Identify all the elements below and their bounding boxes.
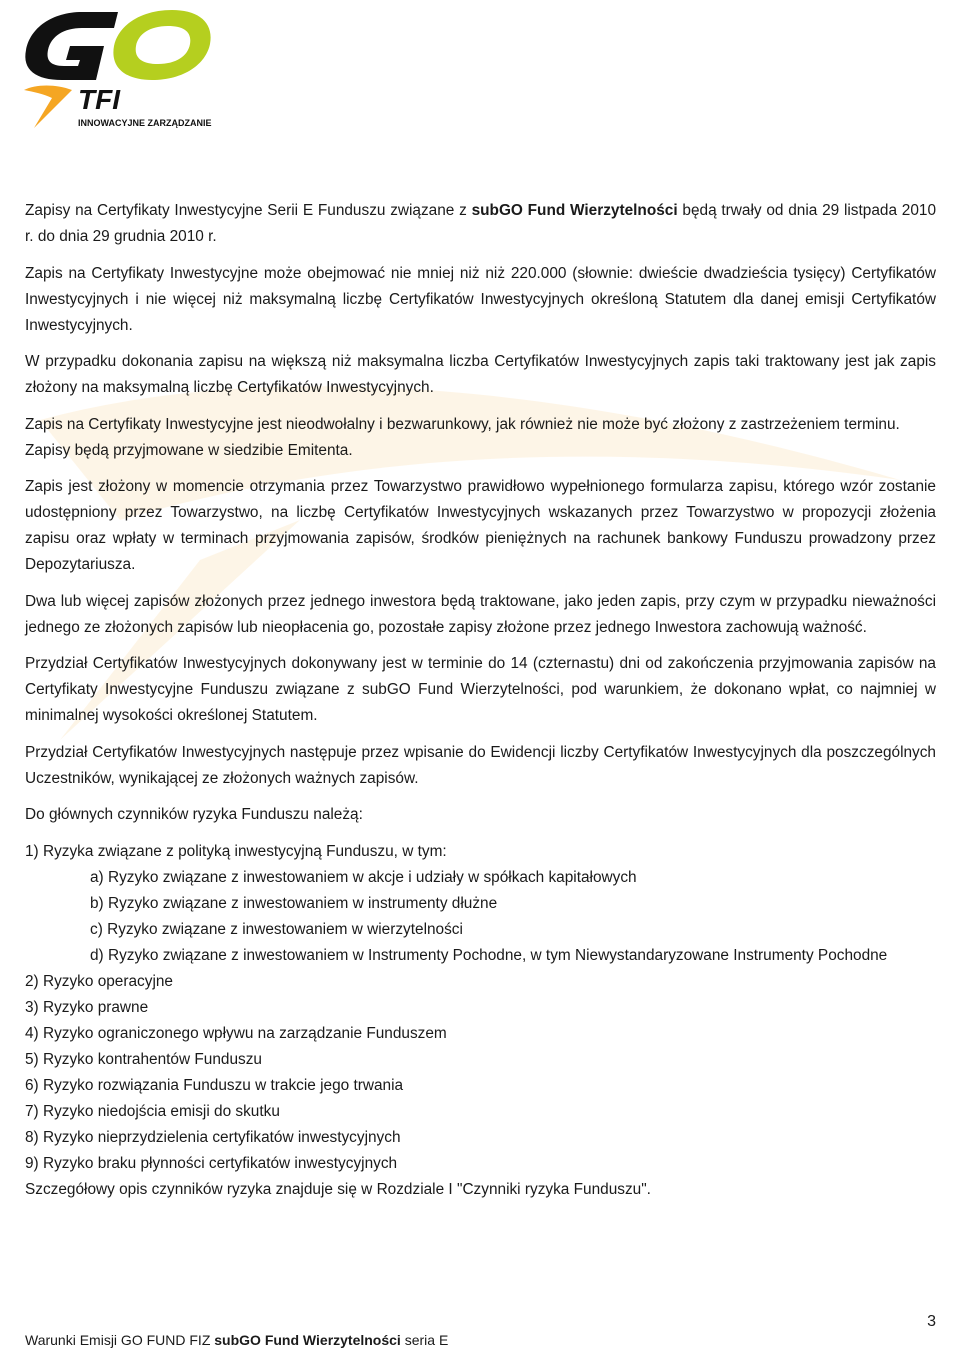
paragraph-closing: Szczegółowy opis czynników ryzyka znajduje się w Rozdziale I "Czynniki ryzyka Funduszu". xyxy=(25,1180,651,1198)
paragraph-excess-subscription: W przypadku dokonania zapisu na większą niż maksymalna liczba Certyfikatów Inwestycyjnych zapis taki traktowany jest jak zapis złożony na maksymalną liczbę Certyfikatów Inwestycyjnych. xyxy=(25,353,936,396)
logo-letter-o xyxy=(113,10,210,80)
list-item: 5) Ryzyko kontrahentów Funduszu xyxy=(25,1050,262,1068)
list-item: 1) Ryzyka związane z polityką inwestycyjną Funduszu, w tym: xyxy=(25,842,447,860)
paragraph-allocation-deadline: Przydział Certyfikatów Inwestycyjnych dokonywany jest w terminie do 14 (czternastu) dni od zakończenia przyjmowania zapisów na Certyfikaty Inwestycyjne Funduszu związane z subGO Fund Wierzytelności, pod warunkiem, że dokonano wpłat, co najmniej w minimalnej wysokości określonej Statutem. xyxy=(25,655,936,724)
paragraph-irrevocable: Zapis na Certyfikaty Inwestycyjne jest nieodwołalny i bezwarunkowy, jak również nie może być złożony z zastrzeżeniem terminu. xyxy=(25,415,900,433)
fund-name: subGO Fund Wierzytelności xyxy=(471,202,678,219)
list-item: 2) Ryzyko operacyjne xyxy=(25,972,173,990)
risk-list xyxy=(25,839,936,1177)
paragraph-risk-intro: Do głównych czynników ryzyka Funduszu należą: xyxy=(25,806,363,823)
paragraph-subscription-period xyxy=(25,198,936,250)
logo-swoosh xyxy=(24,86,72,129)
document-body xyxy=(25,198,936,1213)
logo-tagline: INNOWACYJNE ZARZĄDZANIE xyxy=(78,118,212,128)
text: Zapisy na Certyfikaty Inwestycyjne Serii E Funduszu związane z xyxy=(25,202,472,219)
list-item: b) Ryzyko związane z inwestowaniem w instrumenty dłużne xyxy=(90,894,498,912)
footer-text: Warunki Emisji GO FUND FIZ xyxy=(25,1332,215,1348)
list-item: 3) Ryzyko prawne xyxy=(25,998,149,1016)
logo-tfi-text: TFI xyxy=(78,84,120,115)
list-item: 6) Ryzyko rozwiązania Funduszu w trakcie jego trwania xyxy=(25,1076,404,1094)
paragraph-subscription-size: Zapis na Certyfikaty Inwestycyjne może obejmować nie mniej niż niż 220.000 (słownie: dwieście dwadzieścia tysięcy) Certyfikatów Inwestycyjnych i nie więcej niż maksymalną liczbę Certyfikatów Inwestycyjnych określoną Statutem dla danej emisji Certyfikatów Inwestycyjnych. xyxy=(25,264,936,334)
list-item: a) Ryzyko związane z inwestowaniem w akcje i udziały w spółkach kapitałowych xyxy=(90,868,637,886)
footer-text: seria E xyxy=(400,1332,449,1348)
logo-letter-g xyxy=(25,12,118,80)
list-item: c) Ryzyko związane z inwestowaniem w wierzytelności xyxy=(90,920,463,938)
list-item: 7) Ryzyko niedojścia emisji do skutku xyxy=(25,1102,280,1120)
list-item: 9) Ryzyko braku płynności certyfikatów inwestycyjnych xyxy=(25,1154,398,1172)
list-item: d) Ryzyko związane z inwestowaniem w Instrumenty Pochodne, w tym Niewystandaryzowane Instrumenty Pochodne xyxy=(90,946,888,964)
paragraph-location: Zapisy będą przyjmowane w siedzibie Emitenta. xyxy=(25,441,353,459)
paragraph-allocation-method: Przydział Certyfikatów Inwestycyjnych następuje przez wpisanie do Ewidencji liczby Certyfikatów Inwestycyjnych dla poszczególnych Uczestników, wynikającej ze złożonych ważnych zapisów. xyxy=(25,743,936,787)
footer-fund-name: subGO Fund Wierzytelności xyxy=(214,1332,401,1348)
paragraph-subscription-moment: Zapis jest złożony w momencie otrzymania przez Towarzystwo prawidłowo wypełnionego formularza zapisu, którego wzór zostanie udostępniony przez Towarzystwo, na liczbę Certyfikatów Inwestycyjnych wskazanych przez Towarzystwo w propozycji złożenia zapisu oraz wpłaty w terminach przyjmowania zapisów, środków pieniężnych na rachunek bankowy Funduszu prowadzony przez Depozytariusza. xyxy=(25,478,936,573)
page-footer xyxy=(25,1331,448,1349)
text: będą trwały od dnia 29 listpada 2010 r. do dnia 29 grudnia 2010 r. xyxy=(25,202,937,245)
list-item: 4) Ryzyko ograniczonego wpływu na zarządzanie Funduszem xyxy=(25,1024,447,1042)
go-tfi-logo xyxy=(22,6,232,130)
page-number: 3 xyxy=(927,1313,936,1330)
paragraph-multiple-subscriptions: Dwa lub więcej zapisów złożonych przez jednego inwestora będą traktowane, jako jeden zapis, przy czym w przypadku nieważności jednego ze złożonych zapisów lub nieopłacenia go, pozostałe zapisy złożone przez jednego Inwestora zachowują ważność. xyxy=(25,592,936,636)
list-item: 8) Ryzyko nieprzydzielenia certyfikatów inwestycyjnych xyxy=(25,1128,401,1146)
